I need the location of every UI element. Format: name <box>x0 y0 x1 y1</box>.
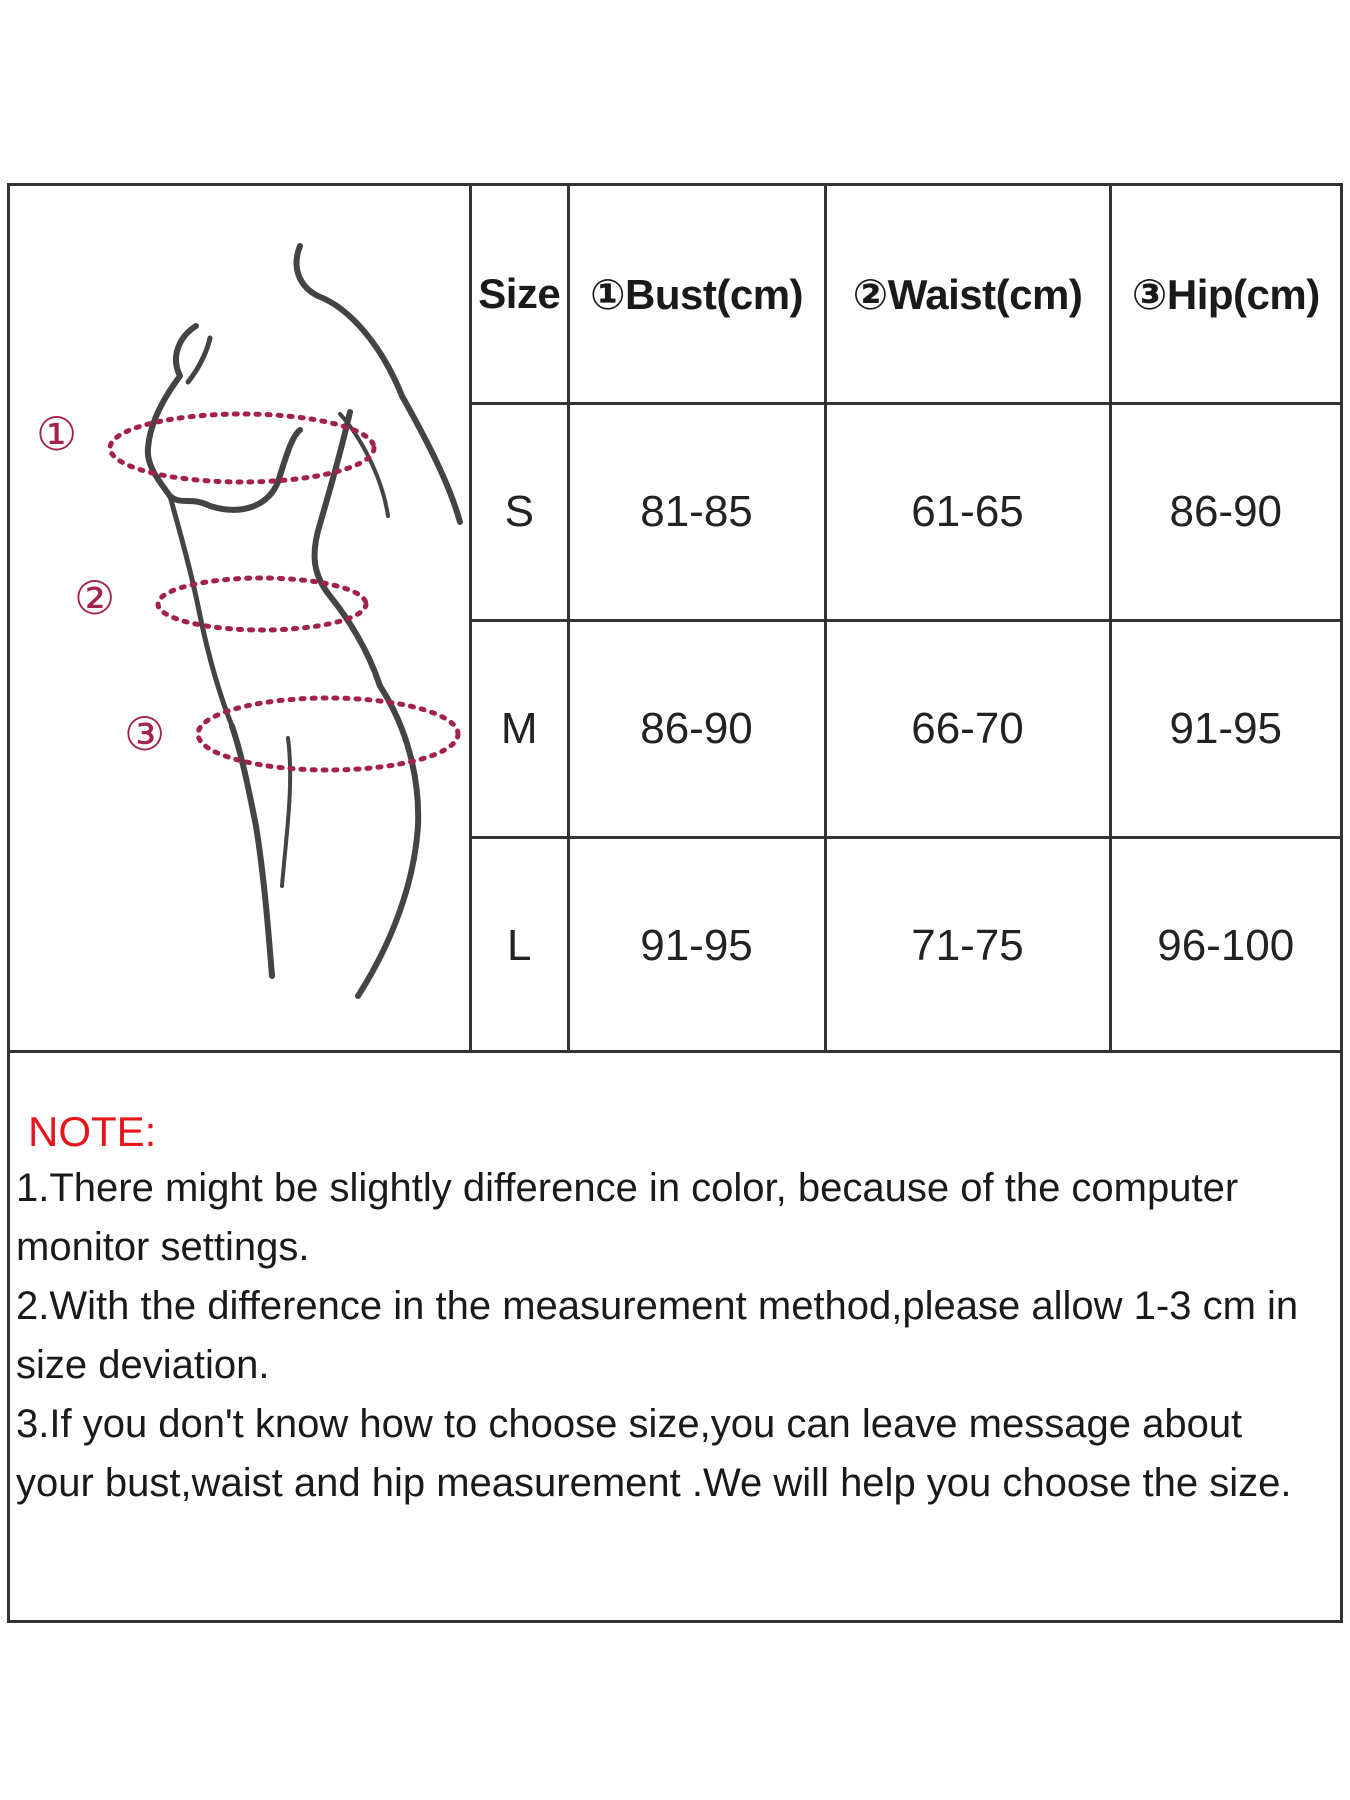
cell-size: S <box>472 404 568 621</box>
cell-bust: 91-95 <box>568 838 825 1054</box>
table-row <box>472 621 1340 838</box>
note-item: 1.There might be slightly difference in color, because of the computer monitor settings. <box>16 1166 1250 1269</box>
cell-size: L <box>472 838 568 1054</box>
body-measurement-illustration <box>10 186 472 1050</box>
header-waist: ②Waist(cm) <box>825 186 1110 404</box>
waist-marker: ② <box>74 571 116 625</box>
cell-waist: 61-65 <box>825 404 1110 621</box>
note-title: NOTE: <box>28 1108 157 1155</box>
table-row <box>472 404 1340 621</box>
cell-waist: 71-75 <box>825 838 1110 1054</box>
chest-outline <box>148 326 196 496</box>
bust-marker: ① <box>36 407 78 461</box>
waist-outline <box>170 496 232 726</box>
notes-section <box>10 1050 1340 1620</box>
size-chart <box>7 183 1343 1623</box>
header-bust: ①Bust(cm) <box>568 186 825 404</box>
cell-waist: 66-70 <box>825 621 1110 838</box>
table-row <box>472 838 1340 1054</box>
body-outline-graphic <box>10 186 472 1050</box>
header-size: Size <box>472 186 568 404</box>
header-hip: ③Hip(cm) <box>1110 186 1340 404</box>
hip-marker: ③ <box>124 707 166 761</box>
arm-outline <box>315 412 380 686</box>
cell-hip: 96-100 <box>1110 838 1340 1054</box>
cell-bust: 81-85 <box>568 404 825 621</box>
note-item: 3.If you don't know how to choose size,you can leave message about your bust,waist and hip measurement .We will help you choose the size. <box>16 1402 1292 1505</box>
leg-outline <box>232 726 272 976</box>
cell-hip: 91-95 <box>1110 621 1340 838</box>
inner-leg-outline <box>282 738 290 886</box>
table-header-row <box>472 186 1340 404</box>
bust-outline <box>170 430 300 510</box>
hip-outline <box>358 686 418 996</box>
cell-size: M <box>472 621 568 838</box>
cell-hip: 86-90 <box>1110 404 1340 621</box>
size-table <box>472 186 1340 1053</box>
note-item: 2.With the difference in the measurement method,please allow 1-3 cm in size deviation. <box>16 1284 1310 1387</box>
neck-outline <box>188 338 210 382</box>
cell-bust: 86-90 <box>568 621 825 838</box>
